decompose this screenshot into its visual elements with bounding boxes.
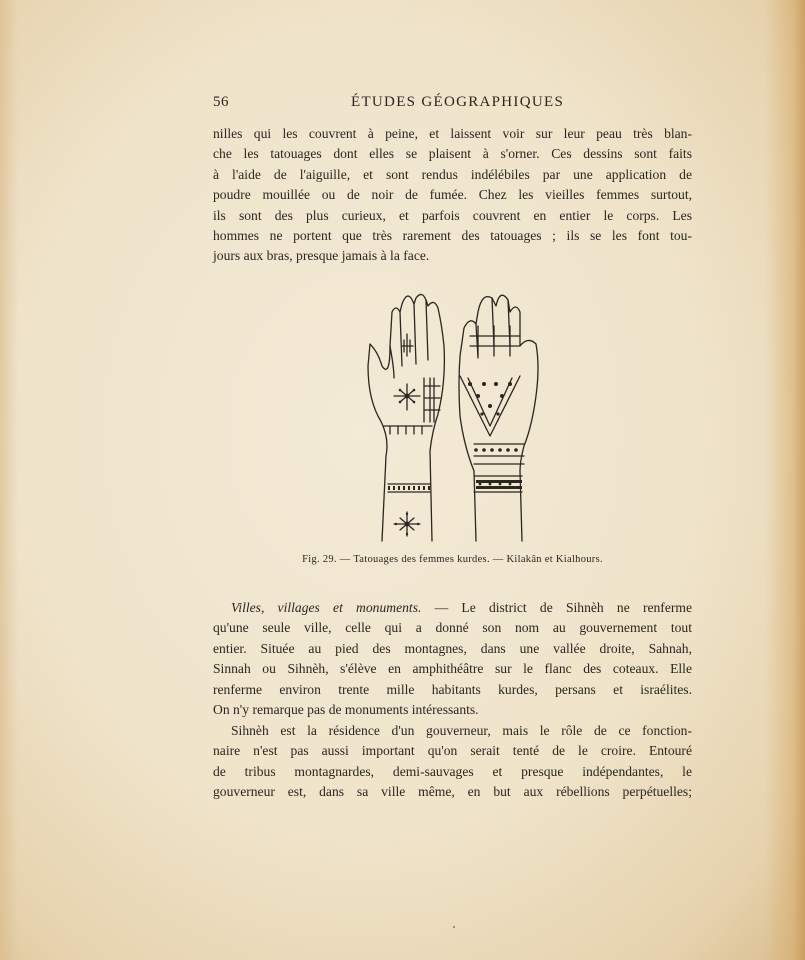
text-line: entier. Située au pied des montagnes, dans une vallée droite, Sahnah, — [213, 640, 692, 656]
section-heading: Villes, villages et monuments. — [231, 600, 422, 615]
page-number: 56 — [213, 94, 229, 110]
figure-caption: Fig. 29. — Tatouages des femmes kurdes. — Kilakân et Kialhours. — [302, 554, 603, 565]
tattooed-hands-illustration — [360, 286, 550, 548]
text-line: ils sont des plus curieux, et parfois couvrent en entier le corps. Les — [213, 207, 692, 223]
paragraph-gouverneur — [213, 721, 692, 803]
paragraph-villes — [213, 598, 692, 720]
text-line: hommes ne portent que très rarement des tatouages ; ils se les font tou- — [213, 228, 692, 244]
text-line: poudre mouillée ou de noir de fumée. Chez les vieilles femmes surtout, — [213, 187, 692, 203]
running-head: ÉTUDES GÉOGRAPHIQUES — [351, 94, 565, 110]
text-line: naire n'est pas aussi important qu'on serait tenté de le croire. Entouré — [213, 743, 692, 759]
text-fragment: — Le district de Sihnèh ne renferme — [421, 600, 692, 615]
text-line: de tribus montagnardes, demi-sauvages et presque indépendantes, le — [213, 763, 692, 779]
text-line: Sinnah ou Sihnèh, s'élève en amphithéâtre sur le flanc des coteaux. Elle — [213, 661, 692, 677]
text-line: gouverneur est, dans sa ville même, en but aux rébellions perpétuelles; — [213, 784, 692, 800]
paragraph-tattoos — [213, 124, 692, 267]
text-line: jours aux bras, presque jamais à la face. — [213, 248, 430, 264]
text-line: à l'aide de l'aiguille, et sont rendus indélébiles par une application de — [213, 166, 692, 182]
text-line: nilles qui les couvrent à peine, et laissent voir sur leur peau très blan- — [213, 126, 692, 141]
text-line: qu'une seule ville, celle qui a donné son nom au gouvernement tout — [213, 620, 692, 636]
page-header — [213, 94, 691, 116]
paper-speck — [453, 926, 455, 928]
text-line-first — [213, 598, 692, 618]
text-line: On n'y remarque pas de monuments intéressants. — [213, 702, 479, 718]
text-line-first: Sihnèh est la résidence d'un gouverneur, mais le rôle de ce fonction- — [231, 723, 692, 738]
text-line: renferme environ trente mille habitants kurdes, persans et israélites. — [213, 681, 692, 697]
text-line: che les tatouages dont elles se plaisent à s'orner. Ces dessins sont faits — [213, 146, 692, 162]
figure-tattooed-hands — [360, 286, 550, 548]
